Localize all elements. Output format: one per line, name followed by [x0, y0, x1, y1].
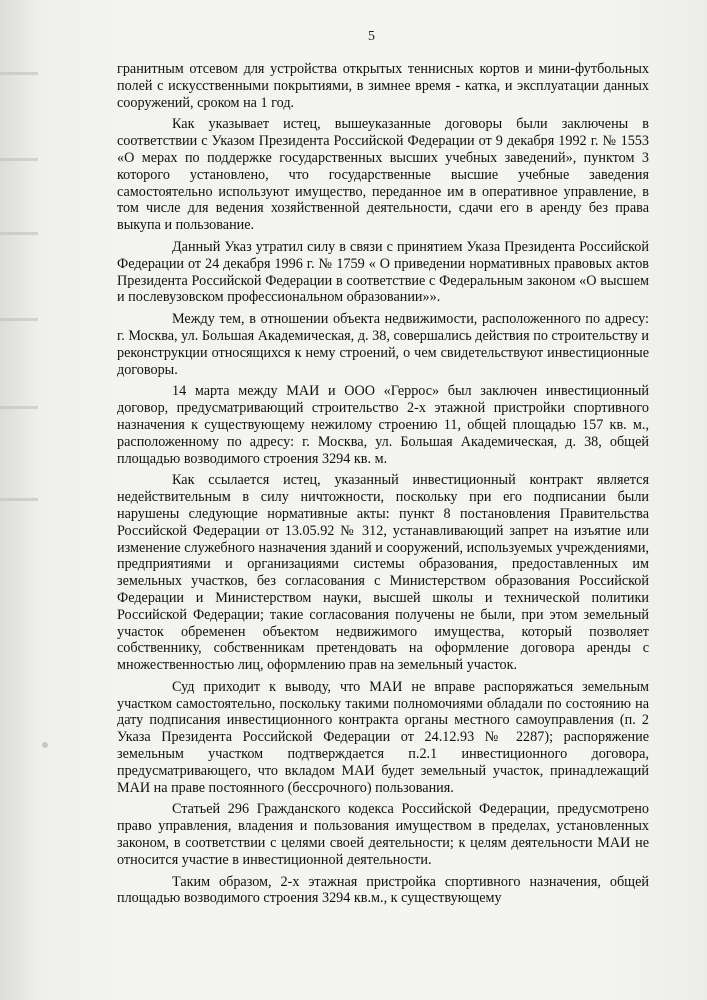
- scan-speck: [42, 742, 48, 748]
- paragraph: Статьей 296 Гражданского кодекса Российской Федерации, предусмотрено право управления, владения и пользования имуществом в пределах, установленных законом, в соответствии с целями своей деятельности; к целям деятельности МАИ не относится участие в инвестиционной деятельности.: [117, 801, 649, 868]
- paragraph: 14 марта между МАИ и ООО «Геррос» был заключен инвестиционный договор, предусматривающий строительство 2-х этажной пристройки спортивного назначения к существующему нежилому строению 11, общей площадью 157 кв. м., расположенному по адресу: г. Москва, ул. Большая Академическая, д. 38, общей площадью возводимого строения 3294 кв. м.: [117, 383, 649, 467]
- paragraph: Суд приходит к выводу, что МАИ не вправе распоряжаться земельным участком самостоятельно, поскольку такими полномочиями обладали по состоянию на дату подписания инвестиционного контракта органы местного самоуправления (п. 2 Указа Президента Российской Федерации от 24.12.93 № 2287); распоряжение земельным участком подтверждается п.2.1 инвестиционного договора, предусматривающего, что вкладом МАИ будет земельный участок, принадлежащий МАИ на праве постоянного (бессрочного) пользования.: [117, 678, 649, 796]
- scan-edge-mark: [0, 232, 38, 235]
- scan-edge-mark: [0, 72, 38, 75]
- paragraph: Таким образом, 2-х этажная пристройка спортивного назначения, общей площадью возводимого строения 3294 кв.м., к существующему: [117, 873, 649, 907]
- scan-edge-mark: [0, 498, 38, 501]
- scan-edge-mark: [0, 158, 38, 161]
- scan-edge-mark: [0, 406, 38, 409]
- paragraph: гранитным отсевом для устройства открытых теннисных кортов и мини-футбольных полей с искусственными покрытиями, в зимнее время - катка, и эксплуатации данных сооружений, сроком на 1 год.: [117, 61, 649, 111]
- paragraph: Как ссылается истец, указанный инвестиционный контракт является недействительным в силу ничтожности, поскольку при его подписании были нарушены следующие нормативные акты: пункт 8 постановления Правительства Российской Федерации от 13.05.92 № 312, устанавливающий запрет на изъятие или изменение служебного назначения зданий и сооружений, используемых учреждениями, предприятиями и организациями системы образования, предоставленных им земельных участков, без согласования с Министерством образования Российской Федерации и Министерством науки, высшей школы и технической политики Российской Федерации; такие согласования получены не были, при этом земельный участок обременен объектом недвижимого имущества, который позволяет собственнику, собственникам претендовать на оформление договора аренды с множественностью лиц, оформлению прав на земельный участок.: [117, 472, 649, 674]
- page-number: 5: [368, 29, 375, 44]
- document-body: [117, 61, 649, 907]
- scan-edge-mark: [0, 318, 38, 321]
- paragraph: Как указывает истец, вышеуказанные договоры были заключены в соответствии с Указом Президента Российской Федерации от 9 декабря 1992 г. № 1553 «О мерах по поддержке государственных высших учебных заведений», пунктом 3 которого установлено, что государственные высшие учебные заведения самостоятельно используют имущество, переданное им в оперативное управление, в том числе для ведения хозяйственной деятельности, сдачи его в аренду без права выкупа и пользование.: [117, 116, 649, 234]
- paragraph: Данный Указ утратил силу в связи с принятием Указа Президента Российской Федерации от 24 декабря 1996 г. № 1759 « О приведении нормативных правовых актов Президента Российской Федерации в соответствие с Федеральным законом «О высшем и послевузовском профессиональном образовании»».: [117, 238, 649, 306]
- paragraph: Между тем, в отношении объекта недвижимости, расположенного по адресу: г. Москва, ул. Большая Академическая, д. 38, совершались действия по строительству и реконструкции относящихся к нему строений, о чем свидетельствуют инвестиционные договоры.: [117, 311, 649, 378]
